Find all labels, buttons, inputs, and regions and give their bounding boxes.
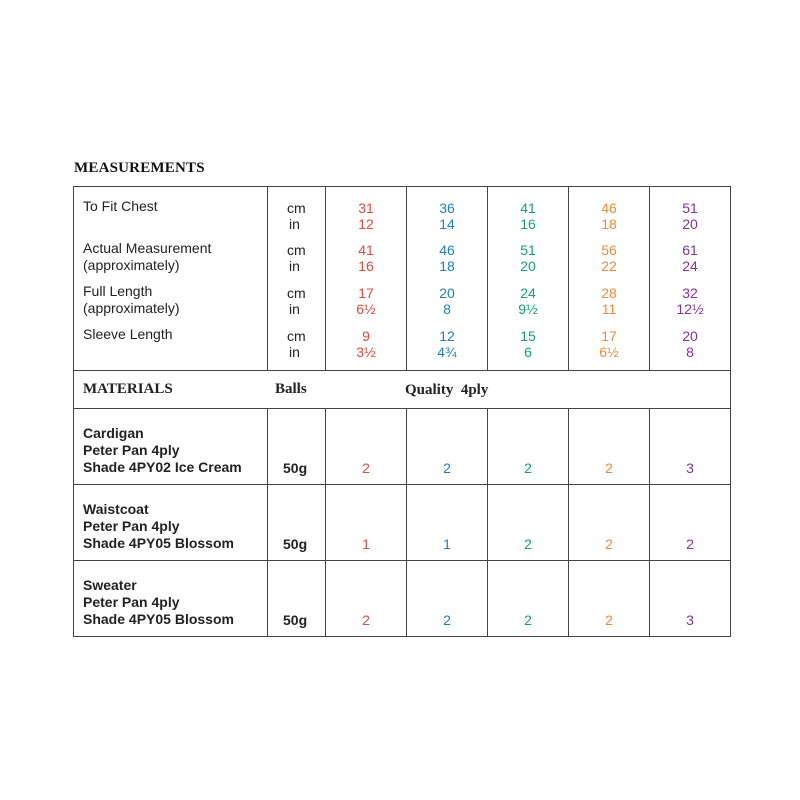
col-divider [568, 408, 569, 637]
col-divider [568, 186, 569, 370]
size-value-cm: 51 [520, 242, 536, 258]
row-divider [73, 560, 731, 561]
size-value-cm: 46 [439, 242, 455, 258]
shade-name: Shade 4PY02 Ice Cream [83, 459, 242, 475]
col-divider [267, 186, 268, 370]
measurement-label-note: (approximately) [83, 257, 180, 273]
size-value-cm: 28 [601, 285, 617, 301]
size-value-cm: 20 [439, 285, 455, 301]
unit-cm: cm [287, 242, 306, 258]
garment-name: Cardigan [83, 425, 144, 441]
balls-value: 2 [362, 460, 370, 476]
balls-value: 2 [443, 612, 451, 628]
size-value-in: 9½ [518, 301, 538, 317]
size-value-in: 6½ [599, 344, 619, 360]
size-value-cm: 9 [362, 328, 370, 344]
row-divider [73, 408, 731, 409]
yarn-name: Peter Pan 4ply [83, 594, 180, 610]
page-title: MEASUREMENTS [74, 160, 205, 176]
size-value-in: 4¾ [437, 344, 457, 360]
col-divider [406, 408, 407, 637]
size-value-cm: 36 [439, 200, 455, 216]
col-divider [649, 186, 650, 370]
balls-value: 2 [524, 612, 532, 628]
size-value-cm: 15 [520, 328, 536, 344]
balls-heading: Balls [275, 381, 307, 397]
col-divider [406, 186, 407, 370]
size-value-cm: 46 [601, 200, 617, 216]
size-value-in: 18 [439, 258, 455, 274]
size-value-cm: 20 [682, 328, 698, 344]
size-value-in: 6½ [356, 301, 376, 317]
size-value-in: 6 [524, 344, 532, 360]
size-value-in: 12½ [676, 301, 704, 317]
size-value-in: 12 [358, 216, 374, 232]
quality-heading: Quality 4ply [405, 382, 489, 398]
ball-weight: 50g [283, 612, 308, 628]
measurement-label: Full Length [83, 283, 153, 299]
size-value-in: 18 [601, 216, 617, 232]
row-divider [73, 370, 731, 371]
size-value-in: 14 [439, 216, 455, 232]
measurement-label: Actual Measurement [83, 240, 212, 256]
materials-heading: MATERIALS [83, 381, 173, 397]
yarn-name: Peter Pan 4ply [83, 442, 180, 458]
size-value-cm: 41 [358, 242, 374, 258]
measurement-label: To Fit Chest [83, 198, 158, 214]
balls-value: 2 [605, 612, 613, 628]
balls-value: 2 [443, 460, 451, 476]
size-value-in: 3½ [356, 344, 376, 360]
ball-weight: 50g [283, 536, 308, 552]
size-value-in: 22 [601, 258, 617, 274]
unit-in: in [289, 301, 300, 317]
col-divider [487, 186, 488, 370]
balls-value: 2 [524, 460, 532, 476]
unit-in: in [289, 344, 300, 360]
col-divider [267, 408, 268, 637]
balls-value: 2 [686, 536, 694, 552]
col-divider [649, 408, 650, 637]
size-value-in: 16 [520, 216, 536, 232]
col-divider [325, 408, 326, 637]
row-divider [73, 484, 731, 485]
garment-name: Waistcoat [83, 501, 149, 517]
size-value-cm: 41 [520, 200, 536, 216]
unit-cm: cm [287, 285, 306, 301]
unit-in: in [289, 258, 300, 274]
measurement-label-note: (approximately) [83, 300, 180, 316]
balls-value: 1 [443, 536, 451, 552]
yarn-name: Peter Pan 4ply [83, 518, 180, 534]
balls-value: 2 [524, 536, 532, 552]
size-value-cm: 32 [682, 285, 698, 301]
col-divider [325, 186, 326, 370]
measurement-label: Sleeve Length [83, 326, 173, 342]
col-divider [487, 408, 488, 637]
size-value-cm: 61 [682, 242, 698, 258]
balls-value: 2 [362, 612, 370, 628]
unit-in: in [289, 216, 300, 232]
size-value-in: 8 [686, 344, 694, 360]
size-value-cm: 56 [601, 242, 617, 258]
size-value-cm: 17 [601, 328, 617, 344]
balls-value: 3 [686, 612, 694, 628]
size-value-in: 20 [520, 258, 536, 274]
balls-value: 2 [605, 536, 613, 552]
size-value-in: 8 [443, 301, 451, 317]
size-value-in: 20 [682, 216, 698, 232]
unit-cm: cm [287, 200, 306, 216]
unit-cm: cm [287, 328, 306, 344]
size-value-cm: 51 [682, 200, 698, 216]
size-value-cm: 24 [520, 285, 536, 301]
size-value-cm: 17 [358, 285, 374, 301]
size-value-in: 16 [358, 258, 374, 274]
size-value-in: 24 [682, 258, 698, 274]
ball-weight: 50g [283, 460, 308, 476]
size-value-cm: 12 [439, 328, 455, 344]
size-value-cm: 31 [358, 200, 374, 216]
size-value-in: 11 [601, 301, 617, 317]
balls-value: 2 [605, 460, 613, 476]
balls-value: 1 [362, 536, 370, 552]
garment-name: Sweater [83, 577, 137, 593]
shade-name: Shade 4PY05 Blossom [83, 611, 234, 627]
shade-name: Shade 4PY05 Blossom [83, 535, 234, 551]
balls-value: 3 [686, 460, 694, 476]
